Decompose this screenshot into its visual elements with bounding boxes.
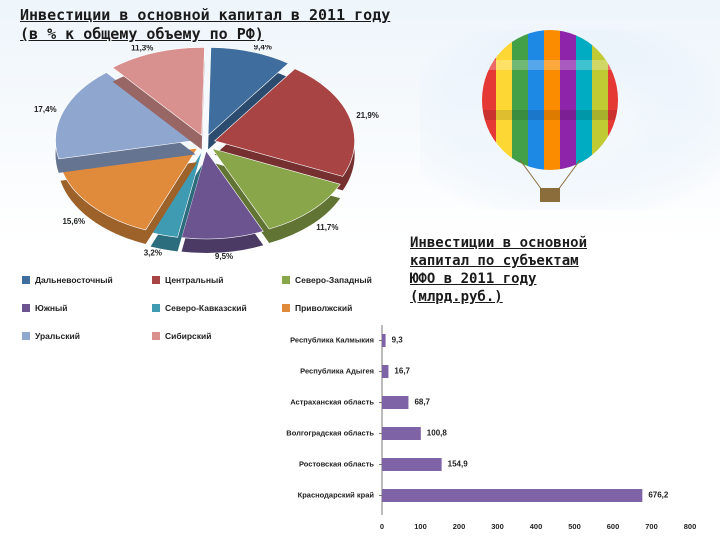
pie-data-label: 11,3% [131, 45, 154, 53]
bar [382, 458, 442, 471]
pie-data-label: 9,5% [214, 251, 234, 261]
pie-slices [56, 47, 355, 253]
bar-data-label: 676,2 [648, 490, 669, 500]
bar-chart [250, 320, 710, 535]
bar [382, 427, 421, 440]
legend-label: Уральский [35, 331, 80, 341]
legend-label: Дальневосточный [35, 275, 113, 285]
x-tick-label: 0 [379, 522, 385, 531]
legend-item [22, 303, 152, 313]
legend-label: Северо-Западный [295, 275, 372, 285]
slide-title-line1: Инвестиции в основной капитал в 2011 году [20, 6, 391, 24]
legend-item [152, 275, 282, 285]
slide-title [20, 6, 390, 44]
bar [382, 489, 642, 502]
bar-category-label: Республика Адыгея [300, 366, 374, 376]
x-tick-label: 700 [645, 522, 658, 531]
legend-swatch [282, 304, 290, 312]
x-tick-label: 300 [491, 522, 504, 531]
x-tick-label: 200 [452, 522, 466, 531]
pie-data-label: 9,4% [253, 45, 272, 52]
legend-label: Сибирский [165, 331, 212, 341]
legend-label: Северо-Кавказский [165, 303, 247, 313]
legend-item [282, 303, 394, 313]
bar [382, 365, 388, 378]
bar-category-label: Астраханская область [290, 397, 374, 407]
bar-data-label: 100,8 [426, 428, 447, 438]
bar-category-label: Ростовская область [298, 459, 374, 469]
slide-title-line2: (в % к общему объему по РФ) [20, 25, 264, 43]
bar-group [286, 325, 696, 531]
x-tick-label: 800 [683, 522, 697, 531]
pie-data-label: 15,6% [62, 216, 86, 226]
legend-swatch [22, 276, 30, 284]
bar-data-label: 68,7 [414, 397, 431, 407]
legend-swatch [152, 304, 160, 312]
x-tick-label: 400 [529, 522, 543, 531]
x-tick-label: 500 [568, 522, 581, 531]
x-tick-label: 100 [414, 522, 427, 531]
bar [382, 396, 408, 409]
pie-data-label: 17,4% [33, 105, 57, 115]
legend-item [152, 303, 282, 313]
pie-data-label: 21,9% [356, 111, 379, 121]
legend-swatch [152, 332, 160, 340]
legend-item [282, 275, 394, 285]
legend-item [22, 331, 152, 341]
legend-swatch [282, 276, 290, 284]
legend-label: Южный [35, 303, 68, 313]
pie-data-label: 3,2% [143, 248, 162, 258]
bar-category-label: Краснодарский край [297, 490, 374, 500]
bar-category-label: Волгоградская область [286, 428, 374, 438]
bar-title-line2: капитал по субъектам [410, 253, 579, 269]
bar-data-label: 9,3 [391, 335, 403, 345]
legend-label: Приволжский [295, 303, 353, 313]
bar-title-line3: ЮФО в 2011 году [410, 271, 537, 287]
pie-data-label: 11,7% [316, 222, 339, 232]
bar-title-line4: (млрд.руб.) [410, 289, 503, 305]
bar [382, 334, 386, 347]
bar-chart-title [410, 234, 670, 306]
bar-title-line1: Инвестиции в основной [410, 235, 588, 251]
legend-swatch [152, 276, 160, 284]
bar-data-label: 16,7 [394, 366, 411, 376]
legend-label: Центральный [165, 275, 224, 285]
x-tick-label: 600 [606, 522, 620, 531]
legend-swatch [22, 332, 30, 340]
bar-data-label: 154,9 [447, 459, 468, 469]
hot-air-balloon-image [420, 30, 720, 210]
legend-item [22, 275, 152, 285]
pie-chart [20, 45, 400, 270]
bar-category-label: Республика Калмыкия [290, 335, 374, 345]
legend-swatch [22, 304, 30, 312]
